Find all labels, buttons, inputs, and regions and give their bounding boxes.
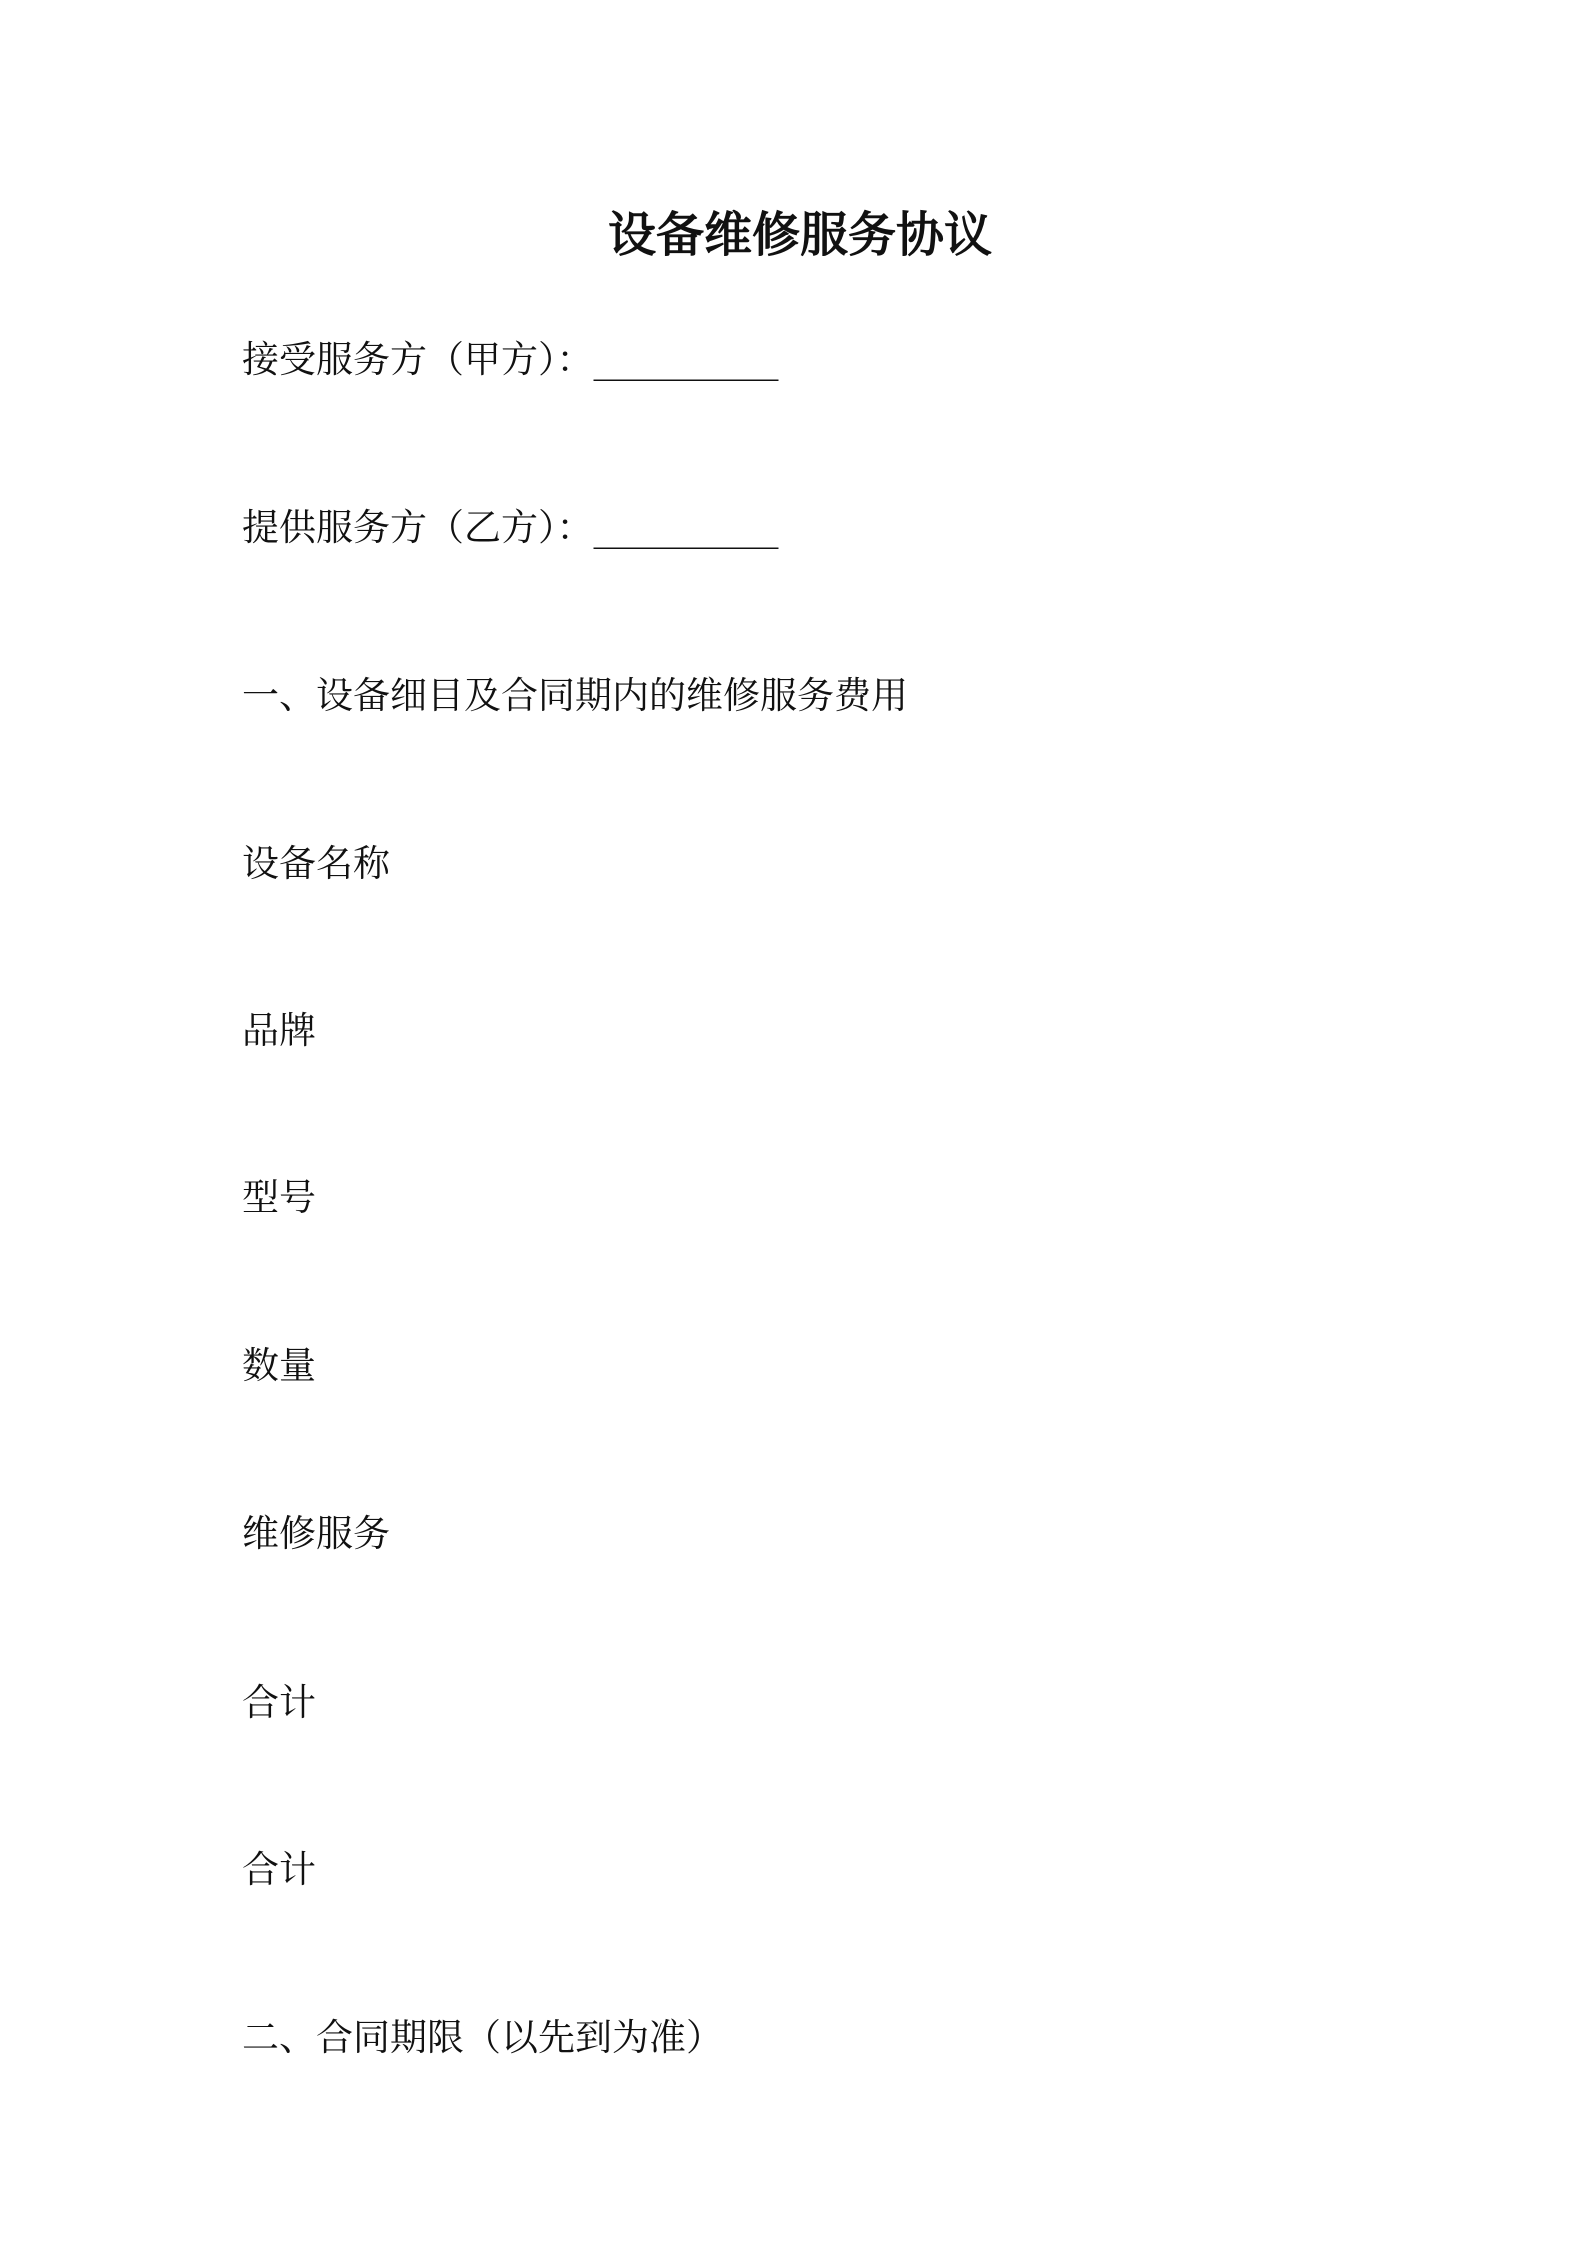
party-a-blank: __________ [593, 338, 779, 381]
page-title: 设备维修服务协议 [607, 207, 992, 263]
party-a-line [242, 340, 779, 380]
party-b-blank: __________ [593, 506, 779, 549]
section-2-heading: 二、合同期限（以先到为准） [242, 2016, 723, 2059]
field-repair-service: 维修服务 [242, 1512, 390, 1555]
field-model: 型号 [242, 1176, 316, 1219]
section-1-heading: 一、设备细目及合同期内的维修服务费用 [242, 674, 908, 717]
field-equipment-name: 设备名称 [242, 842, 390, 885]
field-subtotal: 合计 [242, 1681, 316, 1724]
party-b-label: 提供服务方（乙方）： [242, 506, 594, 549]
field-total: 合计 [242, 1848, 316, 1891]
party-b-line [242, 508, 779, 548]
field-brand: 品牌 [242, 1009, 316, 1052]
field-quantity: 数量 [242, 1344, 316, 1387]
party-a-label: 接受服务方（甲方）： [242, 338, 594, 381]
